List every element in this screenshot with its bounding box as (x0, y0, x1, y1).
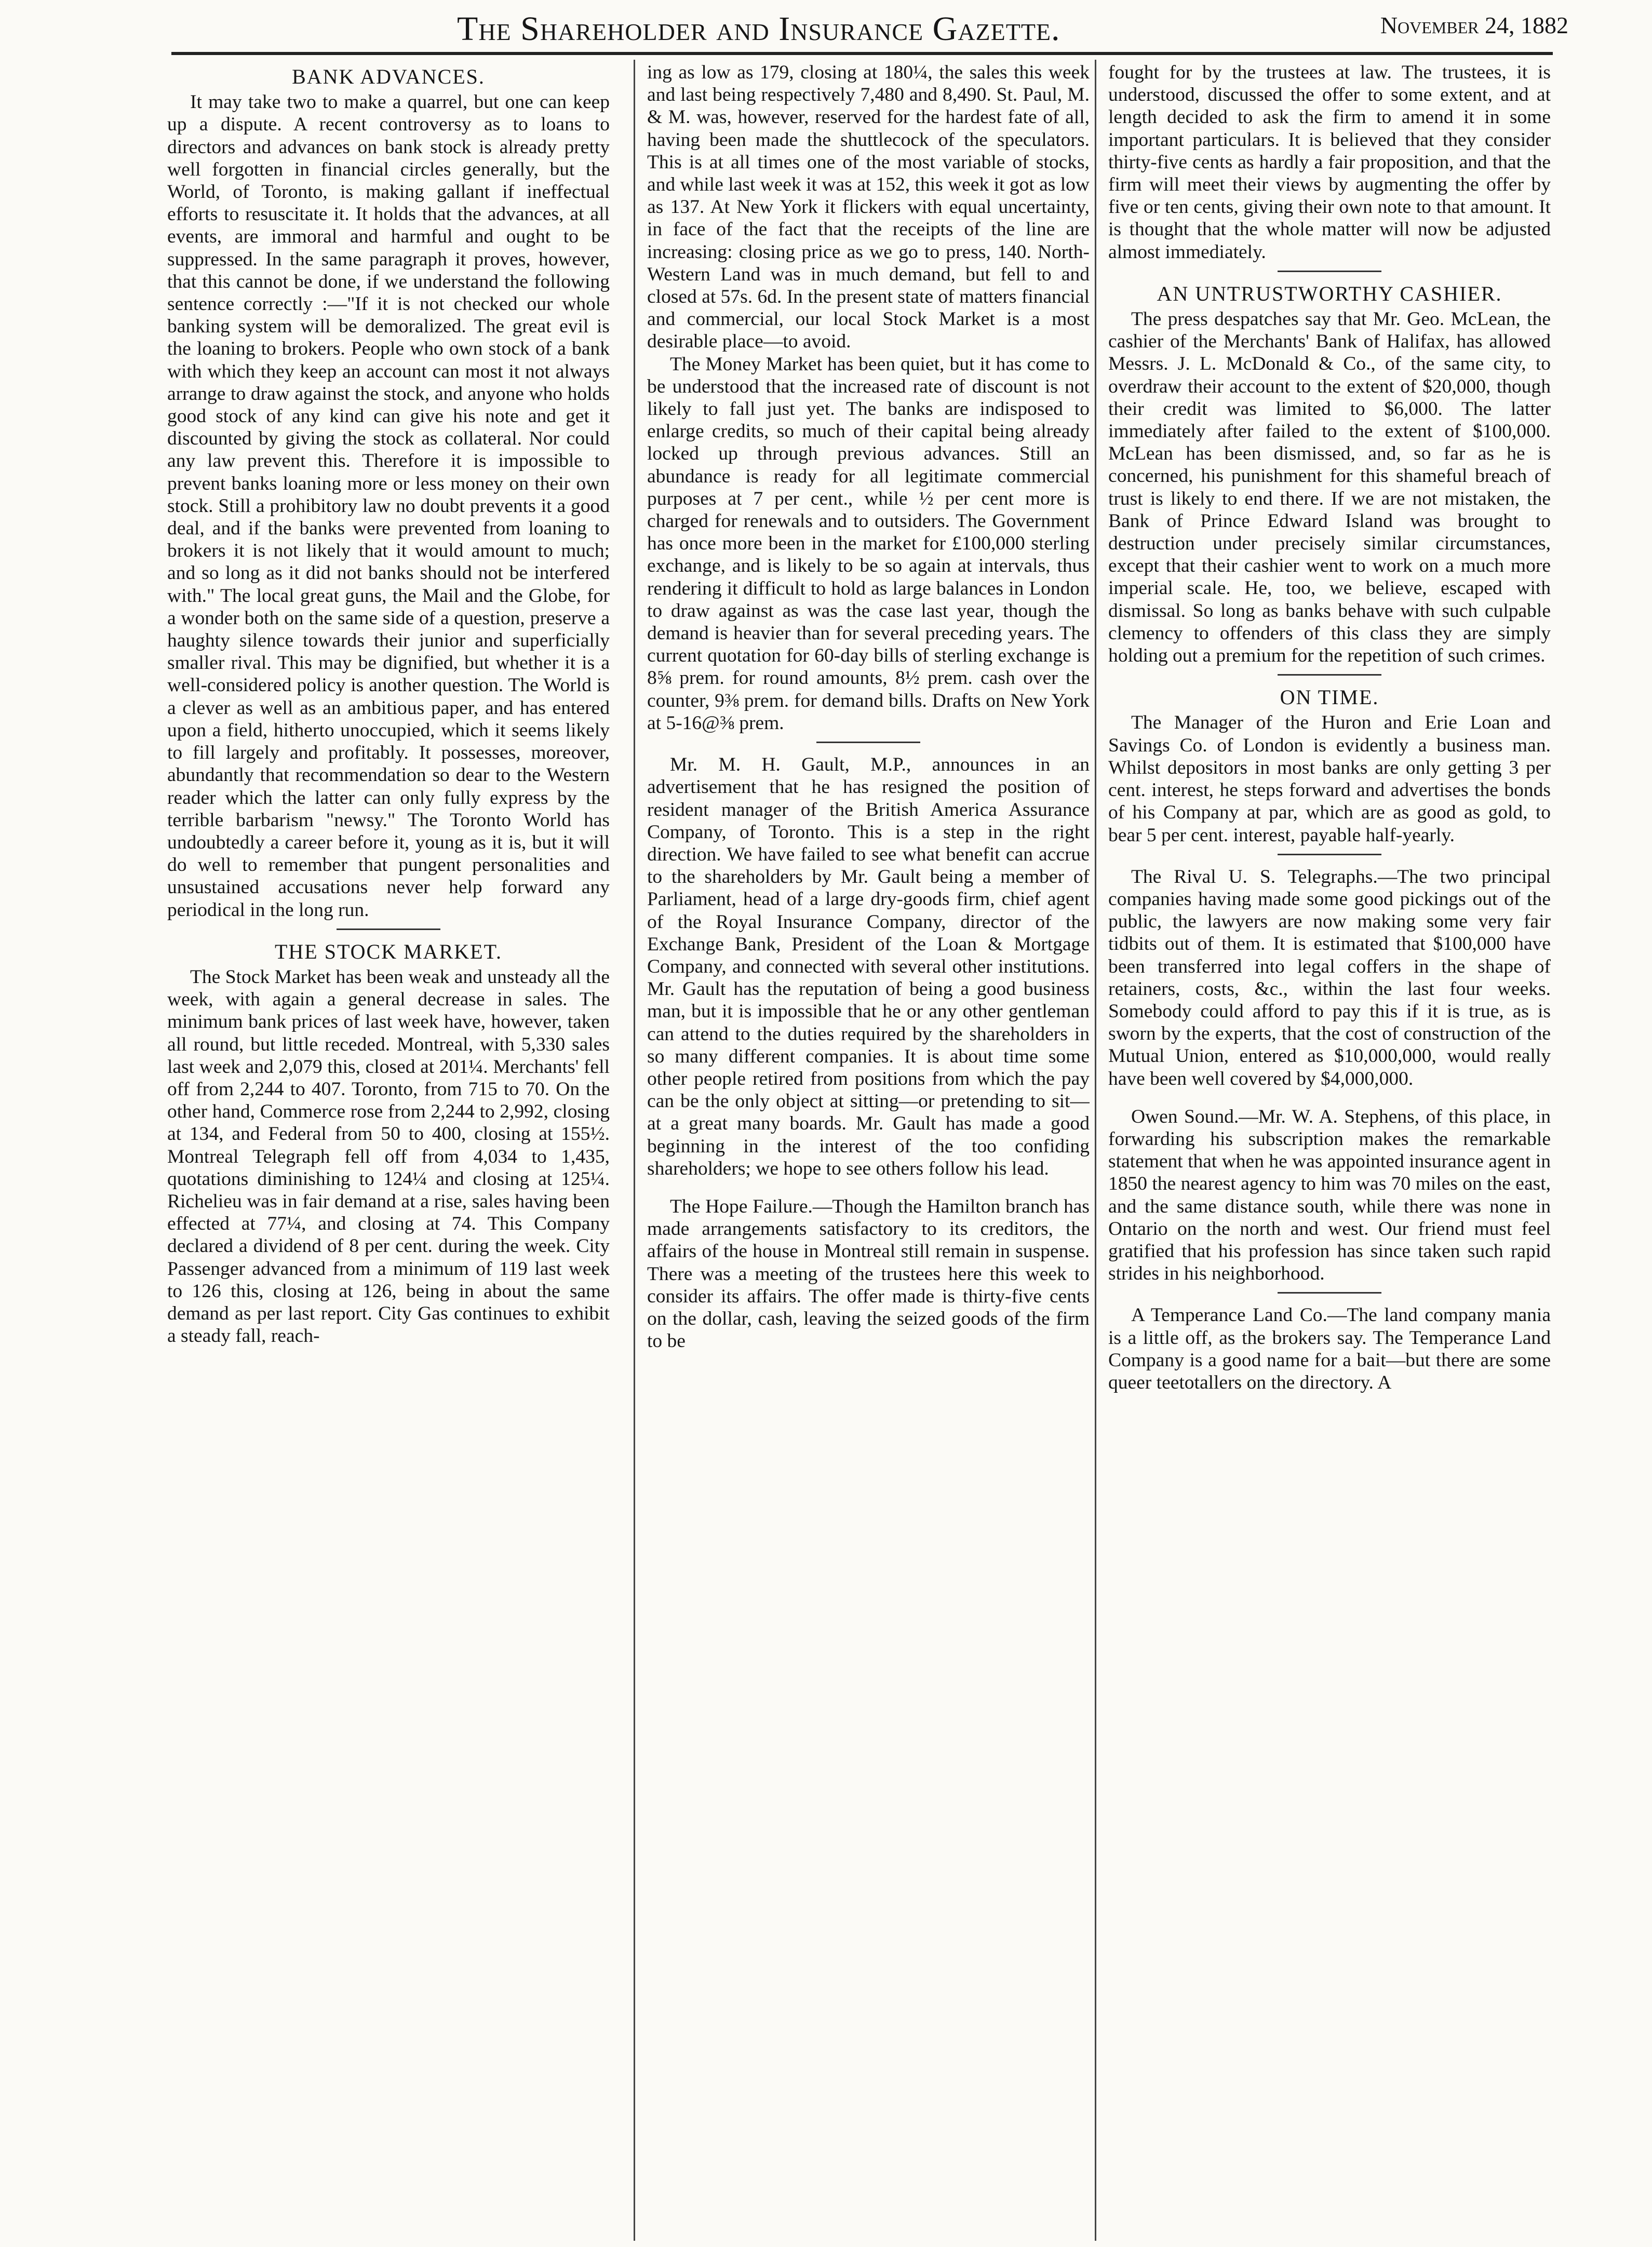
untrustworthy-cashier-text: The press despatches say that Mr. Geo. McLean, the cashier of the Merchants' Bank of Halifax, has allowed Messrs. J. L. McDonald & Co., of the same city, to overdraw their account to the extent of $20,000, though their credit was limited to $6,000. The latter immediately after failed to the extent of $100,000. McLean has been dismissed, and, so far as he is concerned, his punishment for this shameful breach of trust is likely to end there. If we are not mistaken, the Bank of Prince Edward Island was brought to destruction under precisely similar circumstances, except that their cashier went to work on a much more imperial scale. He, too, we believe, escaped with dismissal. So long as banks behave with such culpable clemency to offenders of this class they are simply holding out a premium for the repetition of such crimes. (1108, 308, 1551, 667)
section-divider (1278, 1292, 1381, 1294)
section-divider (337, 929, 440, 930)
on-time-heading: ON TIME. (1280, 685, 1379, 709)
column-divider-1 (634, 60, 635, 2241)
newspaper-title: The Shareholder and Insurance Gazette. (457, 10, 1060, 48)
stock-market-heading: THE STOCK MARKET. (274, 939, 503, 963)
money-market-text: The Money Market has been quiet, but it has come to be understood that the increased rate of discount is not likely to fall just yet. The banks are indisposed to enlarge credits, so much of their capital being already locked up through previous advances. Still an abundance is ready for all legitimate commercial purposes at 7 per cent., while ½ per cent more is charged for renewals and to outsiders. The Government has once more been in the market for £100,000 sterling exchange, and is likely to be so again at intervals, thus rendering it difficult to hold as large balances in London to draw against as was the case last year, though the demand is heavier than for several preceding years. The current quotation for 60-day bills of sterling exchange is 8⅝ prem. for round amounts, 8½ prem. cash over the counter, 9⅜ prem. for demand bills. Drafts on New York at 5-16@⅜ prem. (647, 353, 1090, 734)
rival-telegraphs-text: The Rival U. S. Telegraphs.—The two principal companies having made some good pickings out of the public, the lawyers are now making some very fair tidbits out of them. It is estimated that $100,000 have been transferred into legal coffers in the shape of retainers, costs, &c., within the last four weeks. Somebody could afford to pay this if it is true, as is sworn by the experts, that the cost of construction of the Mutual Union, entered as $10,000,000, would really have been well covered by $4,000,000. (1108, 866, 1551, 1089)
masthead-rule (171, 52, 1553, 55)
spacer (1108, 1090, 1551, 1106)
issue-date: November 24, 1882 (1380, 12, 1568, 38)
spacer (647, 1180, 1090, 1195)
column-divider-2 (1095, 60, 1096, 2241)
bank-advances-heading: BANK ADVANCES. (292, 65, 485, 88)
section-divider (816, 742, 920, 743)
column-2 (647, 61, 1090, 2232)
section-divider (1278, 674, 1381, 676)
on-time-text: The Manager of the Huron and Erie Loan and Savings Co. of London is evidently a business man. Whilst depositors in most banks are only getting 3 per cent. interest, he steps forward and advertises the bonds of his Company at par, which are as good as gold, to bear 5 per cent. interest, payable half-yearly. (1108, 712, 1551, 846)
stock-market-text: The Stock Market has been weak and unsteady all the week, with again a general decrease in sales. The minimum bank prices of last week have, however, taken all round, but little receded. Montreal, with 5,330 sales last week and 2,079 this, closed at 201¼. Merchants' fell off from 2,244 to 407. Toronto, from 715 to 70. On the other hand, Commerce rose from 2,244 to 2,992, closing at 134, and Federal from 50 to 400, closing at 155½. Montreal Telegraph fell off from 4,034 to 1,435, quotations diminishing to 124¼ and closing at 125¼. Richelieu was in fair demand at a rise, sales having been effected at 77¼, and closing at 74. This Company declared a dividend of 8 per cent. during the week. City Passenger advanced from a minimum of 119 last week to 126 this, closing at 126, being in about the same demand as per last report. City Gas continues to exhibit a steady fall, reach- (167, 966, 610, 1347)
stock-market-text-continued: ing as low as 179, closing at 180¼, the sales this week and last being respectively 7,480 and 8,490. St. Paul, M. & M. was, however, reserved for the hardest fate of all, having been made the shuttlecock of the speculators. This is at all times one of the most variable of stocks, and while last week it was at 152, this week it got as low as 137. At New York it flickers with equal uncertainty, in face of the fact that the receipts of the line are increasing: closing price as we go to press, 140. North-Western Land was in much demand, but fell to and closed at 57s. 6d. In the present state of matters financial and commercial, our local Stock Market is a most desirable place—to avoid. (647, 62, 1090, 353)
bank-advances-text: It may take two to make a quarrel, but one can keep up a dispute. A recent controversy as to loans to directors and advances on bank stock is already pretty well forgotten in financial circles generally, but the World, of Toronto, is making gallant if ineffectual efforts to resuscitate it. It holds that the advances, at all events, are immoral and harmful and ought to be suppressed. In the same paragraph it proves, however, that this cannot be done, if we understand the following sentence correctly :—"If it is not checked our whole banking system will be demoralized. The great evil is the loaning to brokers. People who own stock of a bank with which they keep an account can most it not always arrange to draw against the stock, and anyone who holds good stock of any kind can give his note and get it discounted by giving the stock as collateral. Nor could any law prevent this. Therefore it is impossible to prevent banks loaning more or less money on their own stock. Still a prohibitory law no doubt prevents it a good deal, and if the banks were prevented from loaning to brokers it is not likely that it would amount to much; and so long as it did not banks should not be interfered with." The local great guns, the Mail and the Globe, for a wonder both on the same side of a question, preserve a haughty silence towards their junior and superficially smaller rival. This may be dignified, but whether it is a well-considered policy is another question. The World is a clever as well as an ambitious paper, and has entered upon a field, hitherto unoccupied, which it seems likely to fill largely and profitably. It possesses, moreover, abundantly that recommendation so dear to the Western reader which the latter can only fully express by the terrible barbarism "newsy." The Toronto World has undoubtedly a career before it, young as it is, but it will do well to remember that pungent personalities and unsustained accusations never help forward any periodical in the long run. (167, 91, 610, 921)
section-divider (1278, 271, 1381, 272)
column-3 (1108, 61, 1551, 2232)
owen-sound-text: Owen Sound.—Mr. W. A. Stephens, of this place, in forwarding his subscription makes the remarkable statement that when he was appointed insurance agent in 1850 the nearest agency to him was 70 miles on the east, and the same distance south, while there was none in Ontario on the north and west. Our friend must feel gratified that his profession has since taken such rapid strides in his neighborhood. (1108, 1106, 1551, 1285)
section-divider (1278, 854, 1381, 855)
hope-failure-text: The Hope Failure.—Though the Hamilton branch has made arrangements satisfactory to its creditors, the affairs of the house in Montreal still remain in suspense. There was a meeting of the trustees here this week to consider its affairs. The offer made is thirty-five cents on the dollar, cash, leaving the seized goods of the firm to be (647, 1195, 1090, 1352)
masthead (166, 9, 1568, 51)
column-1 (167, 61, 610, 2232)
temperance-land-text: A Temperance Land Co.—The land company mania is a little off, as the brokers say. The Temperance Land Company is a good name for a bait—but there are some queer teetotallers on the directory. A (1108, 1304, 1551, 1393)
gault-text: Mr. M. H. Gault, M.P., announces in an advertisement that he has resigned the position of resident manager of the British America Assurance Company, of Toronto. This is a step in the right direction. We have failed to see what benefit can accrue to the shareholders by Mr. Gault being a member of Parliament, head of a large dry-goods firm, chief agent of the Royal Insurance Company, director of the Exchange Bank, President of the Loan & Mortgage Company, and connected with several other institutions. Mr. Gault has the reputation of being a good business man, but it is impossible that he or any other gentleman can attend to the duties required by the shareholders in so many different companies. It is about time some other people retired from positions from which the pay can be the only object at sitting—or pretending to sit—at a great many boards. Mr. Gault has made a good beginning in the interest of the too confiding shareholders; we hope to see others follow his lead. (647, 754, 1090, 1179)
untrustworthy-cashier-heading: AN UNTRUSTWORTHY CASHIER. (1157, 281, 1502, 305)
hope-failure-text-continued: fought for by the trustees at law. The trustees, it is understood, discussed the offer to some extent, and at length decided to ask the firm to amend it in some important particulars. It is believed that they consider thirty-five cents as hardly a fair proposition, and that the firm will meet their views by augmenting the offer by five or ten cents, giving their own note to that amount. It is thought that the whole matter will now be adjusted almost immediately. (1108, 62, 1551, 263)
